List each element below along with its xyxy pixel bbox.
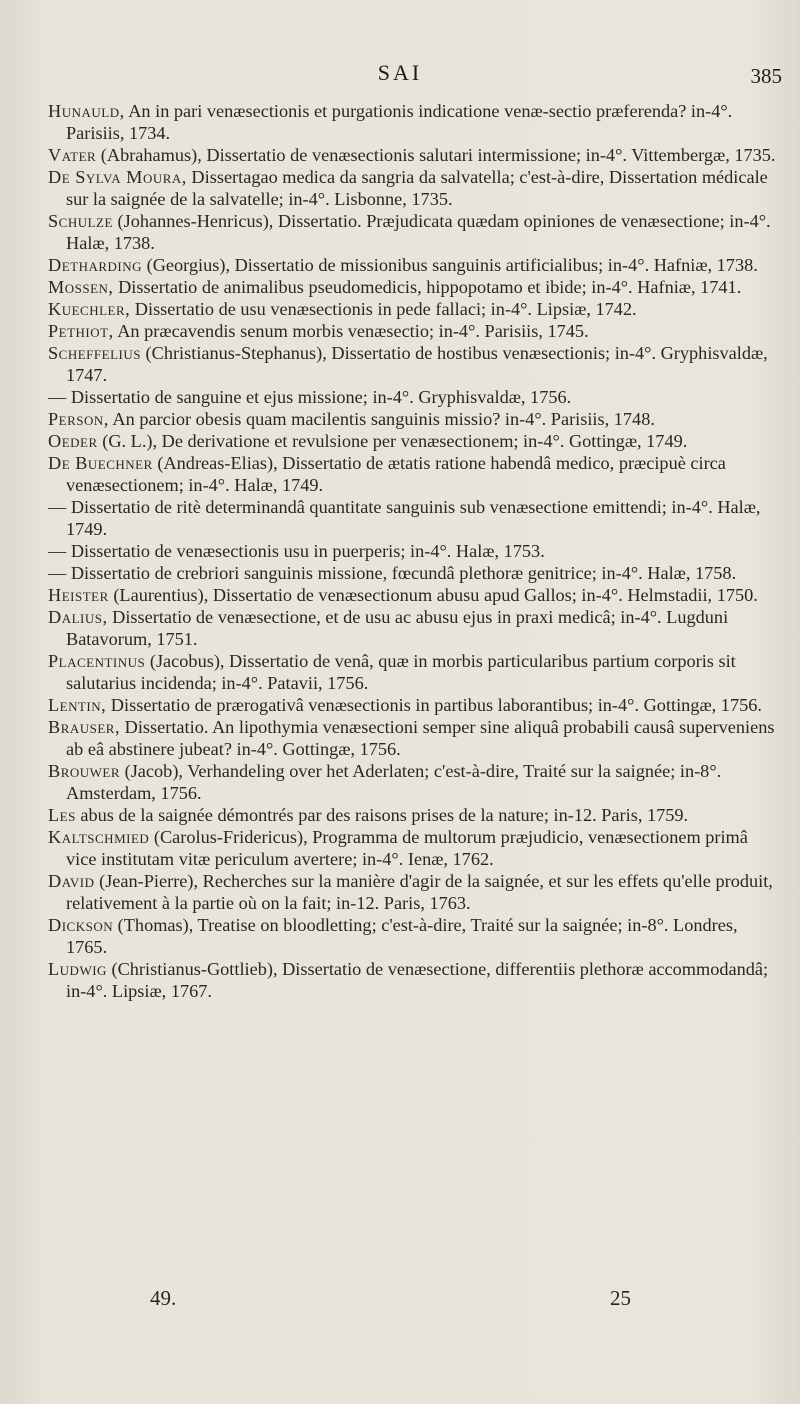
bibliography-entry: [48, 540, 780, 562]
entry-author: —: [48, 563, 67, 583]
page-number: 385: [750, 64, 782, 88]
entry-citation: (Jean-Pierre), Recherches sur la manière d'agir de la saignée, et sur les effets qu'elle produit, relativement à la partie où on la fait; in-12. Paris, 1763.: [66, 871, 773, 913]
bibliography-entry: [48, 430, 780, 452]
entry-citation: Dissertagao medica da sangria da salvatella; c'est-à-dire, Dissertation médicale sur la saignée de la salvatelle; in-4°. Lisbonne, 1735.: [66, 167, 768, 209]
entry-author: Scheffelius: [48, 343, 141, 363]
bibliography-entry: [48, 298, 780, 320]
entry-author: Heister: [48, 585, 109, 605]
entry-citation: abus de la saignée démontrés par des raisons prises de la nature; in-12. Paris, 1759.: [75, 805, 689, 825]
entry-citation: (Johannes-Henricus), Dissertatio. Præjudicata quædam opiniones de venæsectione; in-4°. Halæ, 1738.: [66, 211, 771, 253]
entry-author: Ludwig: [48, 959, 107, 979]
entry-citation: Dissertatio de crebriori sanguinis missione, fœcundâ plethoræ genitrice; in-4°. Halæ, 1758.: [66, 563, 737, 583]
entry-citation: Dissertatio de prærogativâ venæsectionis in partibus laborantibus; in-4°. Gottingæ, 1756.: [106, 695, 762, 715]
bibliography-entry: [48, 760, 780, 804]
bibliography-entry: [48, 386, 780, 408]
bibliography-entry: [48, 254, 780, 276]
page-header: [0, 58, 800, 100]
bibliography-entry: [48, 452, 780, 496]
bibliography-entry: [48, 650, 780, 694]
entry-author: Les: [48, 805, 76, 825]
bibliography-entry: [48, 694, 780, 716]
entry-citation: (Christianus-Stephanus), Dissertatio de hostibus venæsectionis; in-4°. Gryphisvaldæ, 1747.: [66, 343, 768, 385]
entry-citation: (Laurentius), Dissertatio de venæsectionum abusu apud Gallos; in-4°. Helmstadii, 1750.: [108, 585, 758, 605]
bibliography-entry: [48, 804, 780, 826]
entry-author: De Sylva Moura,: [48, 167, 187, 187]
entry-citation: (Georgius), Dissertatio de missionibus sanguinis artificialibus; in-4°. Hafniæ, 1738.: [142, 255, 758, 275]
entry-citation: (G. L.), De derivatione et revulsione per venæsectionem; in-4°. Gottingæ, 1749.: [97, 431, 688, 451]
entry-citation: (Thomas), Treatise on bloodletting; c'est-à-dire, Traité sur la saignée; in-8°. Londres, 1765.: [66, 915, 738, 957]
entry-citation: Dissertatio de ritè determinandâ quantitate sanguinis sub venæsectione emittendi; in-4°. Halæ, 1749.: [66, 497, 761, 539]
bibliography-entry: [48, 276, 780, 298]
entry-author: Detharding: [48, 255, 143, 275]
bibliography-entry: [48, 496, 780, 540]
entry-citation: An in pari venæsectionis et purgationis indicatione venæ-sectio præferenda? in-4°. Parisiis, 1734.: [66, 101, 733, 143]
bibliography-entry: [48, 100, 780, 144]
signature-mark: 49.: [150, 1286, 177, 1310]
bibliography-entry: [48, 914, 780, 958]
entry-citation: Dissertatio de animalibus pseudomedicis, hippopotamo et ibide; in-4°. Hafniæ, 1741.: [113, 277, 742, 297]
entry-author: Vater: [48, 145, 97, 165]
entry-author: Brouwer: [48, 761, 121, 781]
entry-citation: Dissertatio de venæsectione, et de usu ac abusu ejus in praxi medicâ; in-4°. Lugduni Batavorum, 1751.: [66, 607, 729, 649]
bibliography-entry: [48, 826, 780, 870]
entry-citation: (Carolus-Fridericus), Programma de multorum præjudicio, venæsectionem primâ vice institutam vitæ periculum avertere; in-4°. Ienæ, 1762.: [66, 827, 748, 869]
entry-author: —: [48, 497, 67, 517]
entry-citation: Dissertatio de venæsectionis usu in puerperis; in-4°. Halæ, 1753.: [66, 541, 545, 561]
entry-author: —: [48, 541, 67, 561]
entry-author: De Buechner: [48, 453, 153, 473]
bibliography-entry: [48, 320, 780, 342]
entry-author: David: [48, 871, 95, 891]
entry-author: Oeder: [48, 431, 98, 451]
entry-author: Hunauld,: [48, 101, 125, 121]
bibliography-entry: [48, 584, 780, 606]
gathering-number: 25: [610, 1286, 631, 1310]
running-head: SAI: [377, 60, 423, 85]
bibliography-entry: [48, 210, 780, 254]
bibliography-entry: [48, 562, 780, 584]
entry-citation: Dissertatio de sanguine et ejus missione; in-4°. Gryphisvaldæ, 1756.: [66, 387, 572, 407]
entry-author: Kaltschmied: [48, 827, 150, 847]
entry-citation: (Abrahamus), Dissertatio de venæsectionis salutari intermissione; in-4°. Vittembergæ, 1735.: [96, 145, 776, 165]
bibliography-list: [48, 100, 780, 1002]
entry-author: Kuechler,: [48, 299, 131, 319]
entry-citation: (Jacob), Verhandeling over het Aderlaten; c'est-à-dire, Traité sur la saignée; in-8°. Amsterdam, 1756.: [66, 761, 722, 803]
entry-citation: (Andreas-Elias), Dissertatio de ætatis ratione habendâ medico, præcipuè circa venæsectionem; in-4°. Halæ, 1749.: [66, 453, 726, 495]
entry-author: Schulze: [48, 211, 113, 231]
bibliography-entry: [48, 606, 780, 650]
entry-author: Pethiot,: [48, 321, 114, 341]
entry-citation: An præcavendis senum morbis venæsectio; in-4°. Parisiis, 1745.: [113, 321, 589, 341]
entry-author: Dalius,: [48, 607, 108, 627]
entry-citation: Dissertatio de usu venæsectionis in pede fallaci; in-4°. Lipsiæ, 1742.: [130, 299, 637, 319]
entry-author: —: [48, 387, 67, 407]
bibliography-entry: [48, 408, 780, 430]
entry-citation: Dissertatio. An lipothymia venæsectioni semper sine aliquâ probabili causâ superveniens ab eâ abstinere jubeat? in-4°. Gottingæ, 1756.: [66, 717, 775, 759]
page-footer: [0, 1286, 800, 1316]
entry-citation: (Jacobus), Dissertatio de venâ, quæ in morbis particularibus partium corporis sit salutarius incidenda; in-4°. Patavii, 1756.: [66, 651, 736, 693]
entry-author: Person,: [48, 409, 109, 429]
entry-citation: (Christianus-Gottlieb), Dissertatio de venæsectione, differentiis plethoræ accommodandâ; in-4°. Lipsiæ, 1767.: [66, 959, 769, 1001]
bibliography-entry: [48, 144, 780, 166]
bibliography-entry: [48, 716, 780, 760]
entry-author: Lentin,: [48, 695, 107, 715]
bibliography-entry: [48, 958, 780, 1002]
entry-citation: An parcior obesis quam macilentis sanguinis missio? in-4°. Parisiis, 1748.: [108, 409, 655, 429]
entry-author: Mossen,: [48, 277, 114, 297]
entry-author: Dickson: [48, 915, 114, 935]
entry-author: Placentinus: [48, 651, 146, 671]
entry-author: Brauser,: [48, 717, 121, 737]
bibliography-entry: [48, 870, 780, 914]
bibliography-entry: [48, 342, 780, 386]
bibliography-entry: [48, 166, 780, 210]
